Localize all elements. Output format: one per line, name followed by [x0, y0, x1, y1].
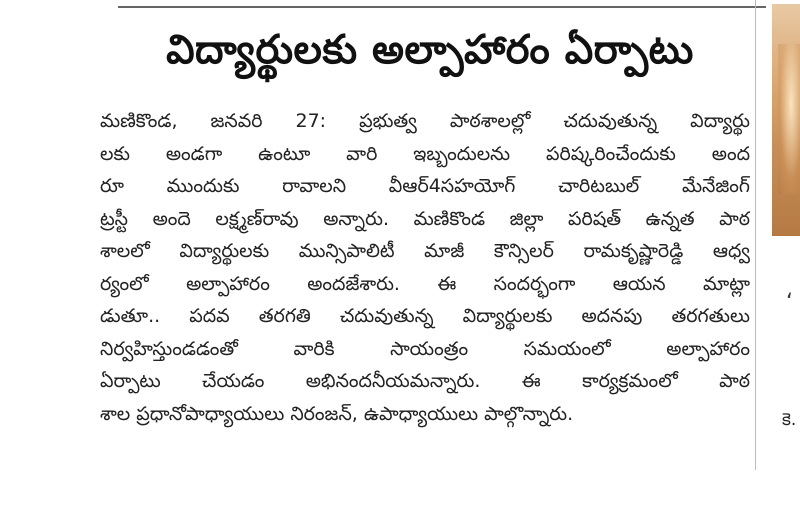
body-line: ట్రస్టీ అందె లక్ష్మణ్‌రావు అన్నారు. మణికొండ జిల్లా పరిషత్ ఉన్నత పాఠ: [100, 207, 750, 230]
column-divider: [755, 0, 756, 470]
body-line: ఏర్పాటు చేయడం అభినందనీయమన్నారు. ఈ కార్యక్రమంలో పాఠ: [100, 370, 750, 392]
top-rule: [118, 6, 766, 8]
body-line: ర్యంలో అల్పాహారం అందజేశారు. ఈ సందర్భంగా ఆయన మాట్లా: [100, 272, 750, 295]
body-line: రూ ముందుకు రావాలని వీఆర్4సహయోగ్ చారిటబుల్ మేనేజింగ్: [100, 175, 750, 197]
body-line: శాల ప్రధానోపాధ్యాయులు నిరంజన్, ఉపాధ్యాయులు పాల్గొన్నారు.: [100, 402, 574, 425]
body-line: నిర్వహిస్తుండడంతో వారికి సాయంత్రం సమయంలో అల్పాహారం: [100, 337, 750, 360]
body-line: డుతూ.. పదవ తరగతి చదువుతున్న విద్యార్థులకు అదనపు తరగతులు: [100, 305, 750, 327]
adjacent-caption-fragment: కె.: [782, 410, 797, 430]
body-line: లకు అండగా ఉంటూ వారి ఇబ్బందులను పరిష్కరించేందుకు అంద: [100, 142, 750, 165]
adjacent-quote-mark: ‘: [786, 290, 793, 315]
photo-shading: [778, 44, 800, 194]
body-line: శాలలో విద్యార్థులకు మున్సిపాలిటీ మాజీ కౌన్సిలర్ రామకృష్ణారెడ్డి ఆధ్వ: [100, 240, 750, 262]
article-headline: విద్యార్థులకు అల్పాహారం ఏర్పాటు: [166, 27, 694, 73]
adjacent-photo-edge: [772, 4, 800, 236]
article-body: [100, 105, 750, 430]
body-line: మణికొండ, జనవరి 27: ప్రభుత్వ పాఠశాలల్లో చదువుతున్న విద్యార్థు: [100, 110, 750, 132]
